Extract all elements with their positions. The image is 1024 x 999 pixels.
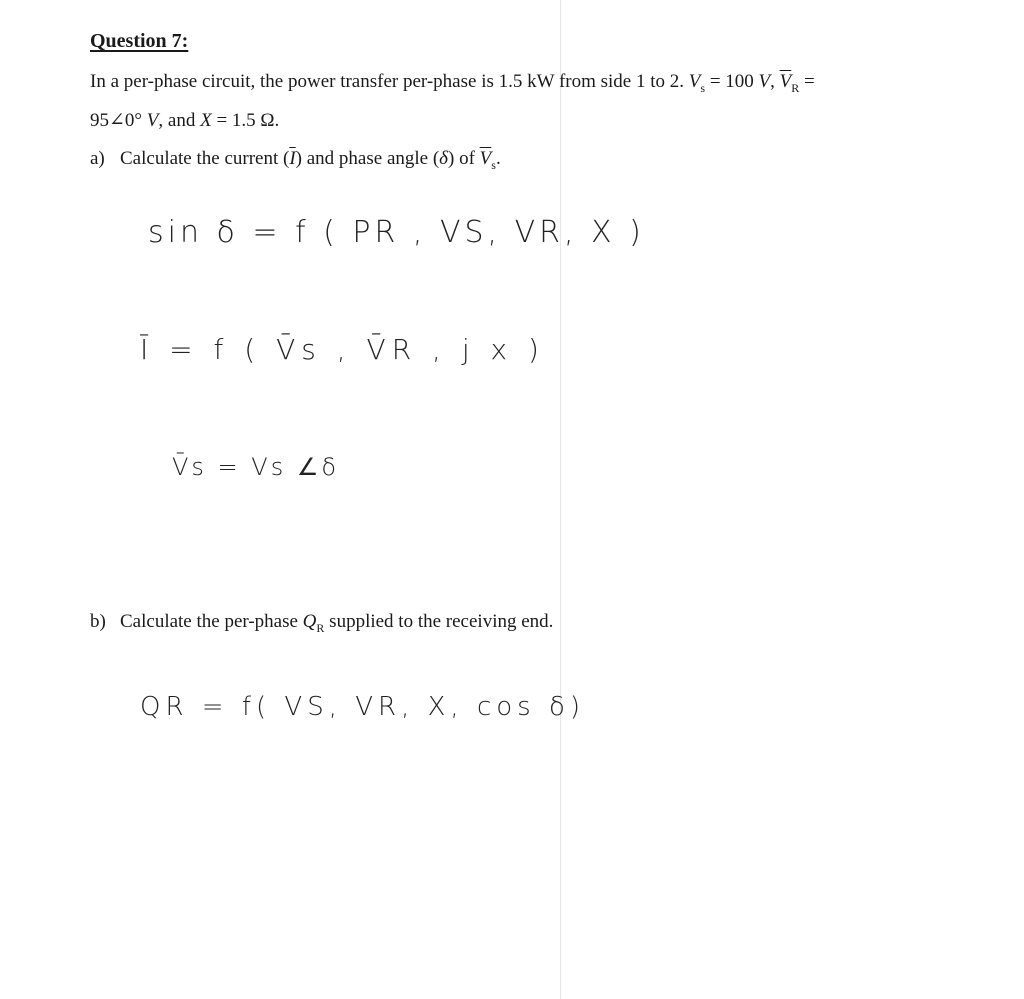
part-a-text-2: ) and phase angle (	[295, 148, 440, 169]
vr-unit: V	[146, 110, 159, 131]
part-a-text-3: ) of	[448, 148, 480, 169]
part-a-prompt	[90, 148, 501, 173]
vs-unit: V	[758, 71, 771, 92]
vr-value: 95∠0°	[90, 110, 147, 131]
vr-symbol: $\overline{V}$	[779, 71, 792, 92]
x-symbol: X	[200, 110, 212, 131]
part-b-text-1: Calculate the per-phase	[120, 611, 303, 632]
x-value: = 1.5 Ω.	[211, 110, 280, 131]
part-a-text-1: Calculate the current (	[120, 148, 290, 169]
vs-equals: = 100	[705, 71, 759, 92]
qr-subscript: R	[316, 620, 325, 635]
vs-symbol: V	[688, 71, 701, 92]
part-a-vs-subscript: s	[491, 157, 496, 172]
part-a-label: a)	[90, 148, 105, 169]
vr-equals: =	[799, 71, 815, 92]
current-symbol: $\overline{I}$	[289, 148, 296, 169]
handwritten-sin-delta: sin δ = f ( PR , VS, VR, X )	[148, 215, 645, 250]
question-intro-text: In a per-phase circuit, the power transfer per-phase is 1.5 kW from side 1 to 2.	[90, 71, 685, 92]
part-b-label: b)	[90, 611, 106, 632]
handwritten-vs-phasor: V̄s = Vs ∠δ	[172, 453, 340, 481]
qr-symbol: Q	[302, 611, 317, 632]
part-b-text-2: supplied to the receiving end.	[324, 611, 554, 632]
question-line-1: In a per-phase circuit, the power transfer per-phase is 1.5 kW from side 1 to 2. $V_s = 100$ V, $\overline{V}_R$ =	[90, 71, 815, 95]
handwritten-qr: QR = f( VS, VR, X, cos δ)	[140, 692, 586, 722]
page-fold-line	[560, 0, 561, 999]
question-line-2	[90, 109, 279, 132]
and-text: , and	[158, 110, 201, 131]
delta-symbol: δ	[439, 148, 449, 169]
vr-subscript: R	[791, 80, 800, 95]
handwritten-current: Ī = f ( V̄s , V̄R , j x )	[140, 333, 545, 366]
part-a-period: .	[495, 148, 501, 169]
part-a-vs-symbol: $\overline{V}$	[479, 148, 492, 169]
part-b-prompt	[90, 611, 553, 636]
question-title: Question 7:	[90, 30, 189, 52]
vs-subscript: s	[700, 80, 706, 95]
